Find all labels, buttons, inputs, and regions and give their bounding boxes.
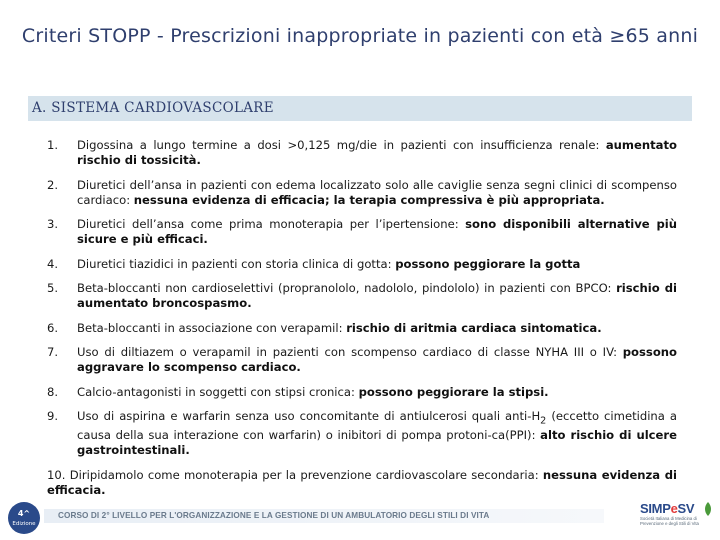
criterion-5 xyxy=(47,281,677,311)
criterion-2 xyxy=(47,178,677,208)
criterion-text: Digossina a lungo termine a dosi >0,125 mg/die in pazienti con insufficienza renale: xyxy=(77,138,606,152)
criterion-number: 5. xyxy=(47,281,59,295)
criterion-text: Diuretici dell’ansa in pazienti con edema localizzato solo alle caviglie senza segni clinici di scompenso cardiaco: xyxy=(77,177,677,207)
criterion-text: Diuretici tiazidici in pazienti con storia clinica di gotta: xyxy=(77,256,396,271)
criterion-consequence: possono peggiorare la gotta xyxy=(395,256,581,271)
leaf-icon xyxy=(704,502,712,516)
section-header xyxy=(28,96,692,121)
criterion-consequence: possono peggiorare la stipsi. xyxy=(358,384,549,399)
criterion-number: 7. xyxy=(47,345,59,359)
criterion-1 xyxy=(47,138,677,168)
criterion-8 xyxy=(47,385,677,400)
criterion-text: Beta-bloccanti in associazione con verapamil: xyxy=(77,320,347,335)
criterion-text-before: Uso di aspirina e warfarin senza uso concomitante di antiulcerosi quali anti-H xyxy=(77,409,541,423)
criterion-number: 1. xyxy=(47,138,59,152)
criterion-consequence: aumentato rischio di tossicità. xyxy=(77,138,677,167)
criterion-consequence: sono disponibili alternative più sicure e più efficaci. xyxy=(77,217,677,246)
logo-part-1: SIMP xyxy=(640,501,671,516)
criterion-consequence: possono aggravare lo scompenso cardiaco. xyxy=(77,345,677,374)
logo-part-3: SV xyxy=(677,501,695,516)
criterion-text: Diuretici dell’ansa come prima monoterapia per l’ipertensione: xyxy=(77,217,466,231)
criterion-consequence: nessuna evidenza di efficacia. xyxy=(47,467,677,497)
criterion-number: 2. xyxy=(47,177,59,192)
criterion-number: 9. xyxy=(47,409,59,423)
subscript: 2 xyxy=(540,415,547,427)
logo-part-2: e xyxy=(670,501,678,516)
edition-number: 4^ xyxy=(17,509,31,518)
criterion-text: Diripidamolo come monoterapia per la prevenzione cardiovascolare secondaria: xyxy=(69,467,543,482)
section-label: A. SISTEMA CARDIOVASCOLARE xyxy=(32,100,274,116)
logo-tagline: Società Italiana di Medicina di Prevenzione e degli Stili di Vita xyxy=(640,516,699,526)
criteria-list xyxy=(47,138,677,507)
criterion-consequence: nessuna evidenza di efficacia; la terapia compressiva è più appropriata. xyxy=(133,192,605,207)
footer xyxy=(0,494,720,540)
page-title: Criteri STOPP - Prescrizioni inappropriate in pazienti con età ≥65 anni xyxy=(21,25,699,47)
criterion-text: Uso di diltiazem o verapamil in pazienti con scompenso cardiaco di classe NYHA III o IV: xyxy=(77,345,623,359)
edition-label: Edizione xyxy=(12,521,36,527)
criterion-3 xyxy=(47,217,677,247)
criterion-consequence: rischio di aritmia cardiaca sintomatica. xyxy=(346,320,602,335)
criterion-4 xyxy=(47,257,677,272)
logo-wordmark xyxy=(640,502,712,516)
criterion-consequence: rischio di aumentato broncospasmo. xyxy=(77,281,678,310)
criterion-text: Beta-bloccanti non cardioselettivi (propranololo, nadololo, pindololo) in pazienti con BPCO: xyxy=(77,281,617,295)
edition-badge xyxy=(8,502,40,534)
simpesv-logo xyxy=(640,502,712,536)
criterion-number: 4. xyxy=(47,256,59,271)
criterion-number: 10. xyxy=(47,467,66,482)
criterion-6 xyxy=(47,321,677,336)
criterion-text: (eccetto cimetidina a causa della sua interazione con warfarin) o inibitori di pompa protoni-ca(PPI): xyxy=(77,409,677,443)
criterion-7 xyxy=(47,345,677,375)
course-title: CORSO DI 2° LIVELLO PER L'ORGANIZZAZIONE E LA GESTIONE DI UN AMBULATORIO DEGLI STILI DI VITA xyxy=(58,511,490,520)
criterion-number: 8. xyxy=(47,384,59,399)
criterion-text: Calcio-antagonisti in soggetti con stipsi cronica: xyxy=(77,384,359,399)
criterion-number: 6. xyxy=(47,320,59,335)
criterion-consequence: alto rischio di ulcere gastrointestinali. xyxy=(77,428,677,458)
criterion-number: 3. xyxy=(47,217,59,231)
criterion-9 xyxy=(47,409,677,458)
